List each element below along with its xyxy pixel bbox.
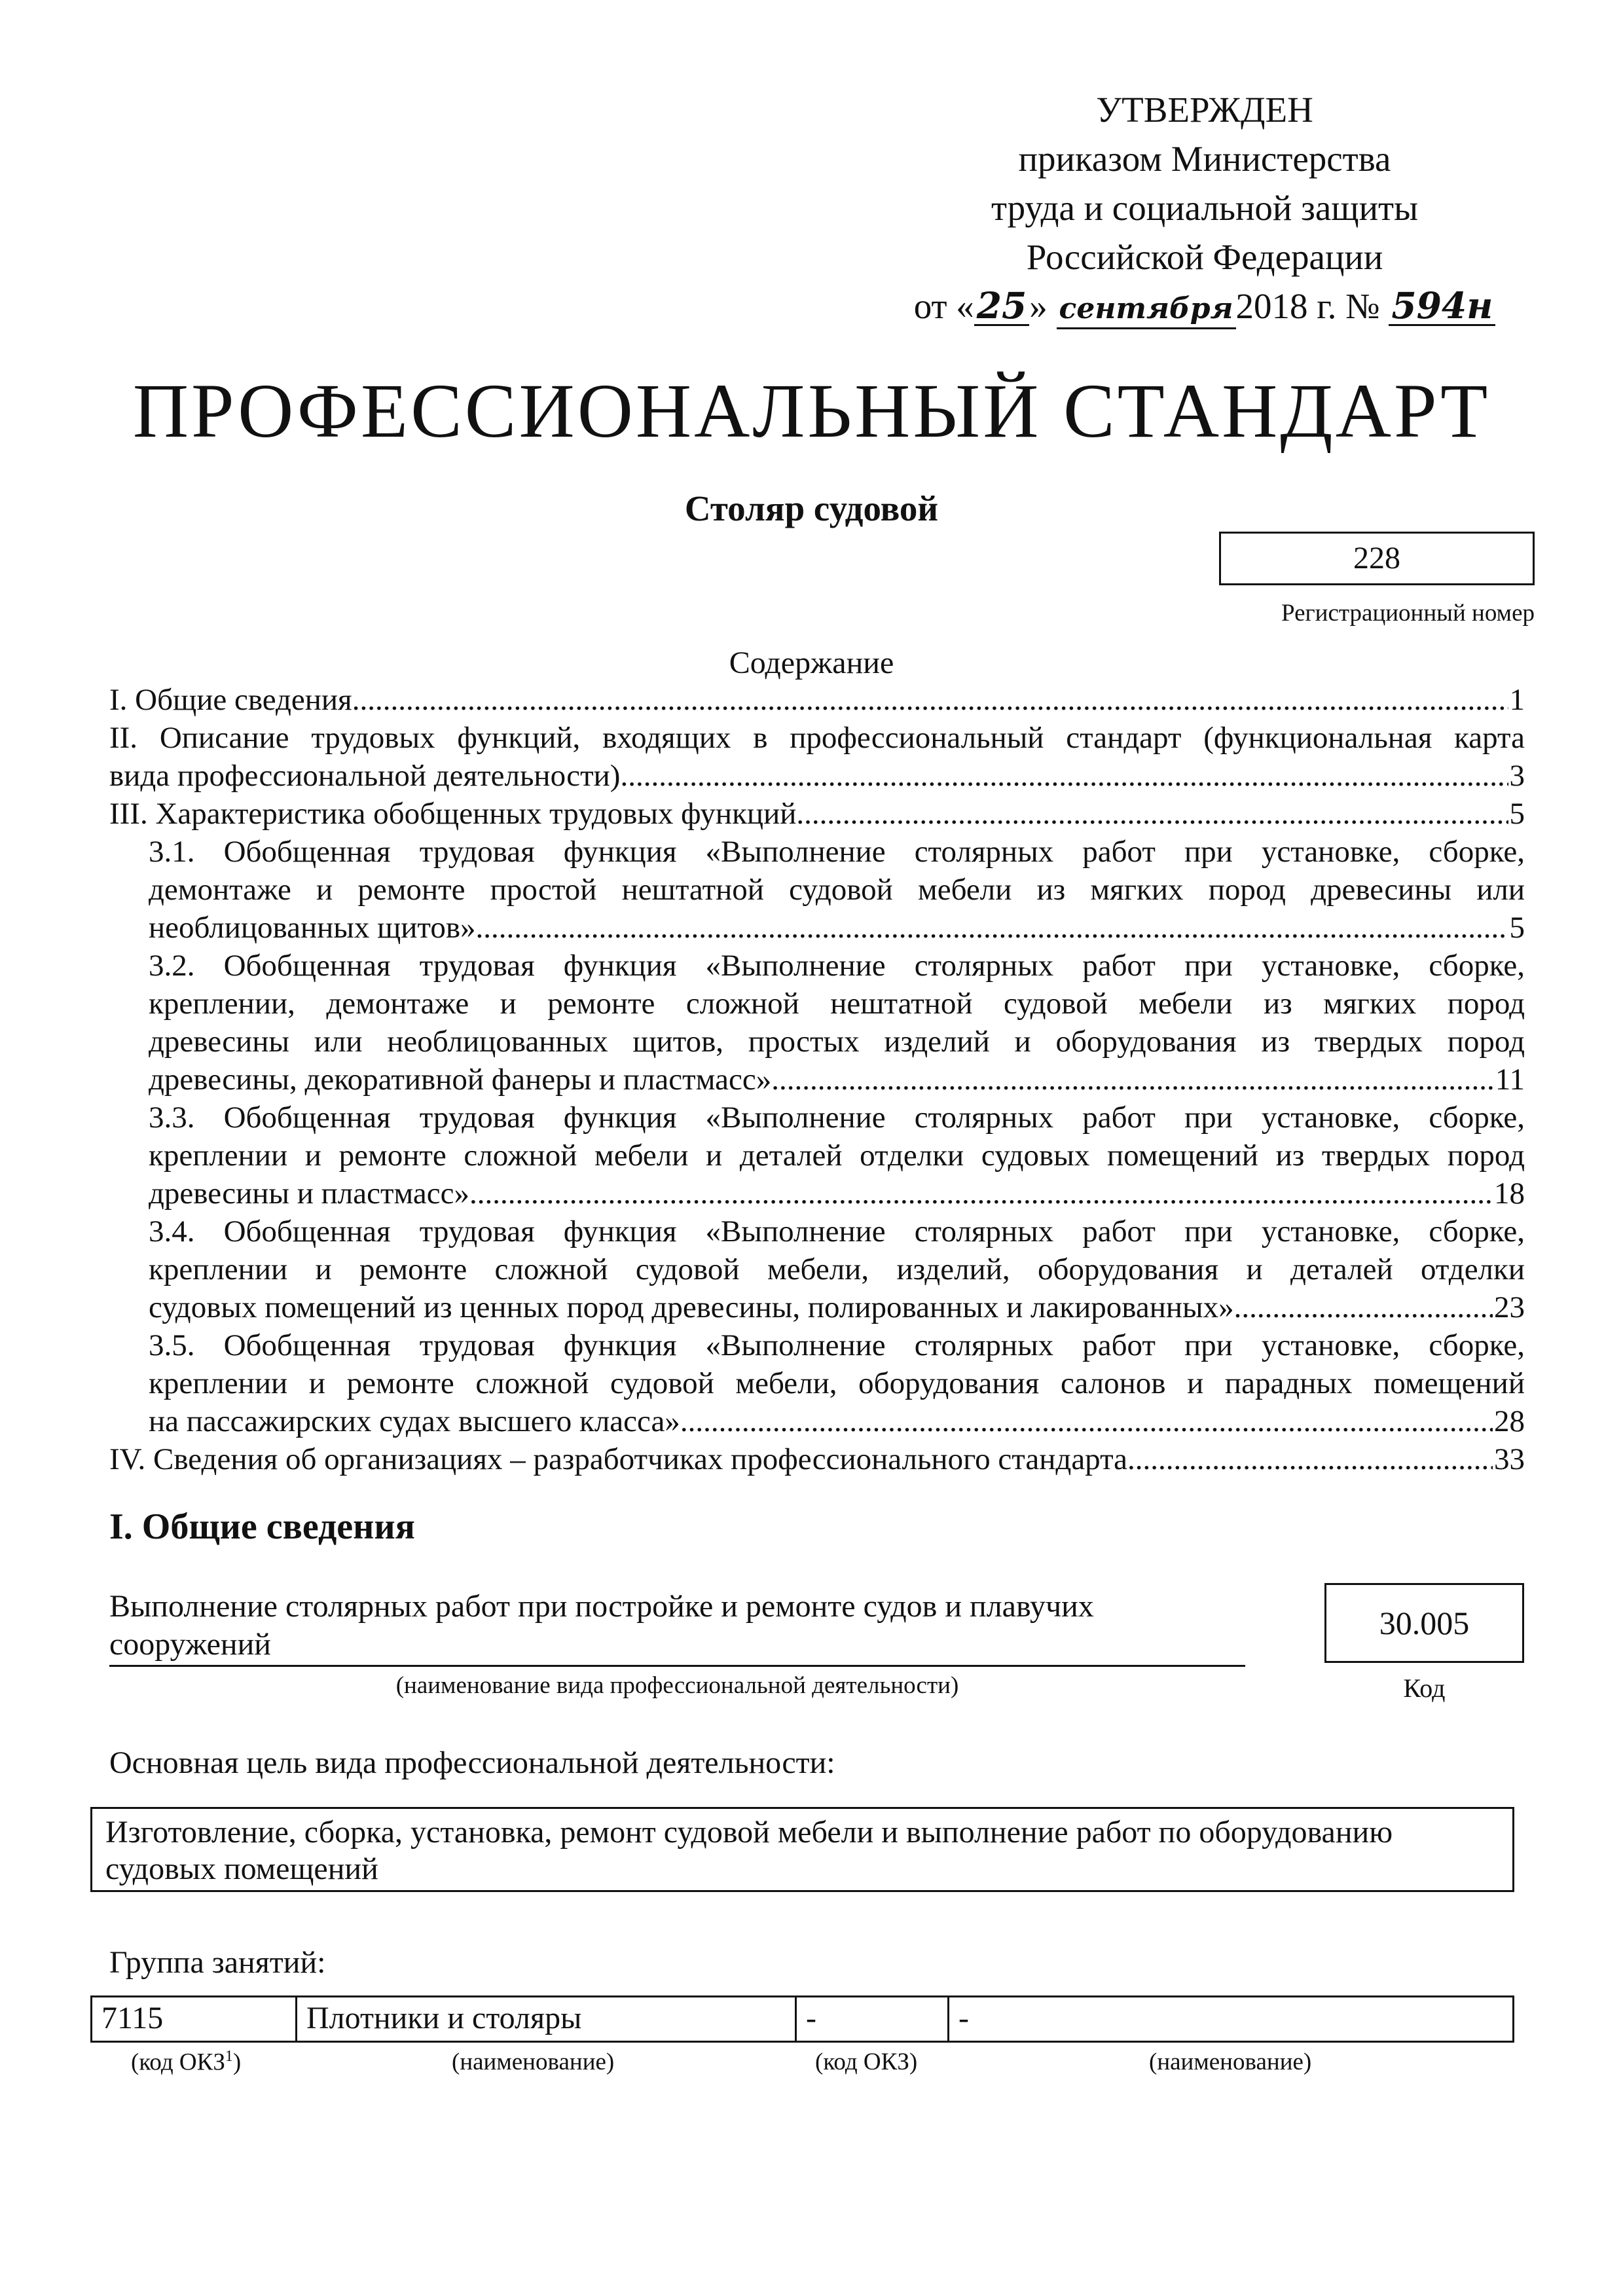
toc-item-2[interactable] — [109, 719, 1525, 795]
toc-item-text: древесины или необлицованных щитов, простых изделий и оборудования из твердых пород — [149, 1025, 1525, 1059]
toc-item-page: 5 — [1509, 797, 1525, 831]
activity-underline — [109, 1665, 1245, 1667]
document-subtitle: Столяр судовой — [684, 488, 939, 528]
goal-box — [90, 1807, 1514, 1892]
toc-item-3-3[interactable] — [109, 1099, 1525, 1212]
approval-line-2: приказом Министерства — [1018, 139, 1391, 179]
toc-item-page: 18 — [1494, 1176, 1525, 1211]
toc-item-text: вида профессиональной деятельности) — [109, 759, 621, 793]
toc-item-page: 5 — [1509, 911, 1525, 945]
toc-item-3[interactable] — [109, 795, 1525, 833]
toc-item-text: III. Характеристика обобщенных трудовых функций — [109, 797, 797, 831]
goal-label: Основная цель вида профессиональной деятельности: — [109, 1745, 835, 1780]
approval-block — [897, 85, 1512, 331]
toc-item-text: демонтаже и ремонте простой нештатной судовой мебели из мягких пород древесины или — [149, 873, 1525, 907]
toc-item-4[interactable] — [109, 1440, 1525, 1478]
toc-item-page: 11 — [1495, 1063, 1525, 1097]
okz-code-1: 7115 — [101, 2001, 164, 2035]
toc-item-text: 3.3. Обобщенная трудовая функция «Выполнение столярных работ при установке, сборке, — [149, 1101, 1525, 1135]
occupation-group-table — [90, 1995, 1514, 2043]
toc-item-text: креплении, демонтаже и ремонте сложной нештатной судовой мебели из мягких пород — [149, 987, 1525, 1021]
approval-line-3: труда и социальной защиты — [991, 188, 1419, 228]
caption-okz-name-2: (наименование) — [1149, 2049, 1312, 2075]
registration-number-box: 228 — [1219, 532, 1535, 585]
caption-okz-code-2: (код ОКЗ) — [815, 2049, 918, 2075]
toc-item-text: на пассажирских судах высшего класса» — [149, 1404, 680, 1438]
toc-item-text: креплении и ремонте сложной судовой мебели, изделий, оборудования и деталей отделки — [149, 1252, 1525, 1286]
toc-item-text: древесины, декоративной фанеры и пластмасс» — [149, 1063, 772, 1097]
toc-item-page: 33 — [1494, 1442, 1525, 1476]
toc-item-text: креплении и ремонте сложной судовой мебели, оборудования салонов и парадных помещений — [149, 1366, 1525, 1400]
toc-item-page: 1 — [1509, 683, 1525, 717]
toc-item-text: I. Общие сведения — [109, 683, 352, 717]
toc-title: Содержание — [729, 646, 894, 680]
date-prefix: от « — [913, 286, 974, 326]
toc-item-page: 23 — [1494, 1290, 1525, 1324]
toc-item-text: необлицованных щитов» — [149, 911, 476, 945]
okz-name-1: Плотники и столяры — [306, 2001, 582, 2035]
caption-okz-code-1: (код ОКЗ$^1$) — [131, 2048, 242, 2076]
toc-item-1[interactable] — [109, 681, 1525, 719]
toc-item-3-5[interactable] — [109, 1326, 1525, 1440]
order-number: 594н — [1389, 287, 1495, 326]
toc-item-text: 3.1. Обобщенная трудовая функция «Выполнение столярных работ при установке, сборке, — [149, 835, 1525, 869]
caption-okz-name-1: (наименование) — [452, 2049, 615, 2075]
date-month: сентября — [1057, 291, 1236, 329]
toc-item-text: древесины и пластмасс» — [149, 1176, 469, 1211]
okz-code-2: - — [806, 2001, 816, 2035]
approval-date — [897, 282, 1512, 331]
toc-item-text: IV. Сведения об организациях – разработчиках профессионального стандарта — [109, 1442, 1128, 1476]
registration-number-label: Регистрационный номер — [1281, 600, 1535, 627]
toc-item-page: 28 — [1494, 1404, 1525, 1438]
toc-item-3-2[interactable] — [109, 947, 1525, 1099]
activity-line-2: сооружений — [109, 1627, 271, 1662]
date-day: 25 — [974, 287, 1030, 326]
section-heading: I. Общие сведения — [109, 1506, 415, 1547]
activity-name — [109, 1588, 1245, 1664]
table-of-contents — [109, 681, 1525, 1478]
toc-item-text: судовых помещений из ценных пород древесины, полированных и лакированных» — [149, 1290, 1234, 1324]
toc-item-3-1[interactable] — [109, 833, 1525, 947]
document-title: ПРОФЕССИОНАЛЬНЫЙ СТАНДАРТ — [132, 368, 1491, 454]
activity-code-box: 30.005 — [1324, 1583, 1524, 1663]
approval-line-4: Российской Федерации — [1026, 237, 1383, 277]
approval-line-1: УТВЕРЖДЕН — [1096, 90, 1313, 130]
toc-item-text: II. Описание трудовых функций, входящих в профессиональный стандарт (функциональная карта — [109, 721, 1525, 755]
toc-item-text: креплении и ремонте сложной мебели и деталей отделки судовых помещений из твердых пород — [149, 1139, 1525, 1173]
activity-code-caption: Код — [1403, 1673, 1446, 1703]
toc-item-page: 3 — [1509, 759, 1525, 793]
goal-line-2: судовых помещений — [105, 1851, 378, 1886]
date-year: 2018 г. № — [1235, 286, 1380, 326]
occupation-group-label: Группа занятий: — [109, 1945, 326, 1980]
toc-item-3-4[interactable] — [109, 1212, 1525, 1326]
goal-line-1: Изготовление, сборка, установка, ремонт судовой мебели и выполнение работ по оборудованию — [105, 1815, 1393, 1850]
date-mid: » — [1029, 286, 1048, 326]
activity-line-1: Выполнение столярных работ при постройке и ремонте судов и плавучих — [109, 1589, 1094, 1624]
activity-caption: (наименование вида профессиональной деятельности) — [395, 1672, 959, 1699]
toc-item-text: 3.2. Обобщенная трудовая функция «Выполнение столярных работ при установке, сборке, — [149, 949, 1525, 983]
toc-item-text: 3.4. Обобщенная трудовая функция «Выполнение столярных работ при установке, сборке, — [149, 1214, 1525, 1248]
toc-item-text: 3.5. Обобщенная трудовая функция «Выполнение столярных работ при установке, сборке, — [149, 1328, 1525, 1362]
okz-name-2: - — [958, 2001, 969, 2035]
